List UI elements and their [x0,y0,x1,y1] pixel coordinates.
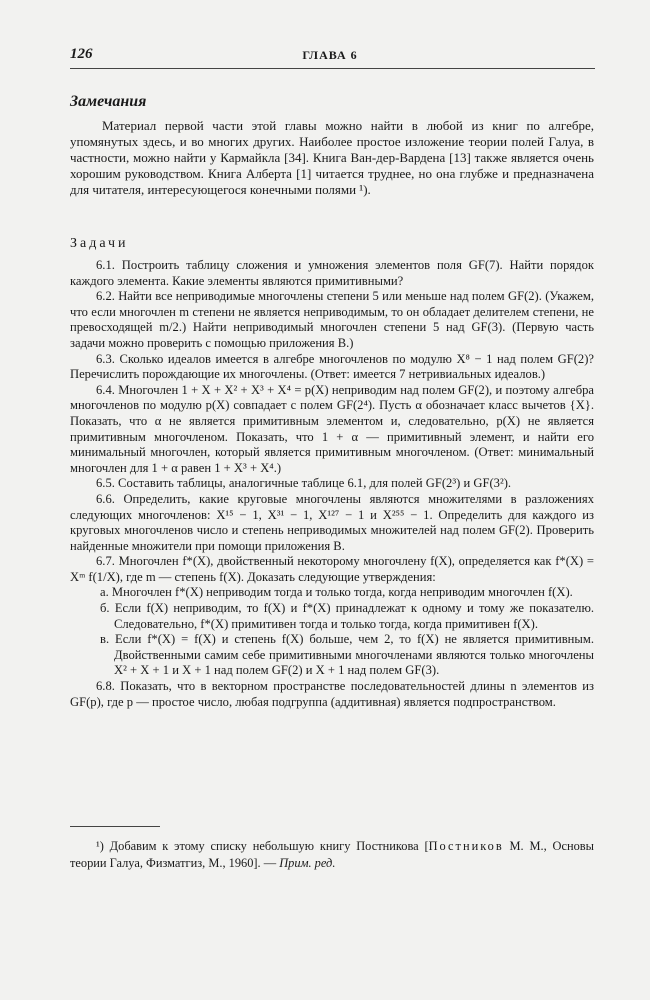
problem-6-4: 6.4. Многочлен 1 + X + X² + X³ + X⁴ = p(X) неприводим над полем GF(2), и поэтому алгебра многочленов по модулю p(X) совпадает с полем GF(2⁴). Пусть α обозначает класс вычетов {X}. Показать, что α не является примитивным элементом и, следовательно, p(X) не является примитивным многочленом. Показать, что 1 + α — примитивный элемент, и найти его минимальный многочлен, который является примитивным многочленом. (Ответ: минимальный многочлен для 1 + α равен 1 + X³ + X⁴.) [70,382,594,475]
problem-6-2: 6.2. Найти все неприводимые многочлены степени 5 или меньше над полем GF(2). (Укажем, что если многочлен m степени не является неприводимым, то он обладает делителем степени, не превосходящей m/2.) Найти неприводимый многочлен степени 5 над GF(3). (Первую часть задачи можно проверить с помощью приложения В.) [70,289,594,350]
footnote-rule [70,826,160,827]
running-header [70,46,590,66]
problem-6-7: 6.7. Многочлен f*(X), двойственный некоторому многочлену f(X), определяется как f*(X) = Xᵐ f(1/X), где m — степень f(X). Доказать следующие утверждения: [70,554,594,584]
footnote-citation: М. М., Основы теории Галуа, Физматгиз, М., 1960]. — [70,839,594,870]
footnote-editor-note: Прим. ред. [279,856,336,870]
problem-6-3: 6.3. Сколько идеалов имеется в алгебре многочленов по модулю X⁸ − 1 над полем GF(2)? Перечислить порождающие их многочлены. (Ответ: имеется 7 нетривиальных идеалов.) [70,351,594,382]
page-number: 126 [70,46,93,62]
remarks-heading: Замечания [70,93,147,110]
problem-6-7-b: б. Если f(X) неприводим, то f(X) и f*(X) принадлежат к одному и тому же показателю. Следовательно, f*(X) примитивен тогда и только тогда, когда примитивен f(X). [100,601,594,631]
footnote-spaced-reference: Постников [428,839,504,853]
problem-6-6: 6.6. Определить, какие круговые многочлены являются множителями в разложениях следующих многочленов: X¹⁵ − 1, X³¹ − 1, X¹²⁷ − 1 и X²⁵⁵ − 1. Определить для каждого из круговых многочленов число и степень неприводимых множителей над полем GF(2). Проверить найденные множители при помощи приложения В. [70,491,594,553]
footnote [70,838,594,872]
remarks-paragraph: Материал первой части этой главы можно найти в любой из книг по алгебре, упомянутых здесь, и во многих других. Наиболее простое изложение теории полей Галуа, в частности, можно найти у Кармайкла [34]. Книга Ван-дер-Вардена [13] также является очень хорошим руководством. Книга Алберта [1] читается труднее, но она глубже и предназначена для читателя, интересующегося конечными полями ¹). [70,118,594,197]
header-rule [70,68,595,69]
problem-6-7-c: в. Если f*(X) = f(X) и степень f(X) больше, чем 2, то f(X) не является примитивным. Двойственными самим себе примитивными многочленами являются только многочлены X² + X + 1 и X + 1 над полем GF(2) и X + 1 над полем GF(3). [100,632,594,678]
problems-heading: Задачи [70,236,129,251]
problem-6-5: 6.5. Составить таблицы, аналогичные таблице 6.1, для полей GF(2³) и GF(3²). [96,476,512,491]
footnote-main-text: ¹) Добавим к этому списку небольшую книгу Постникова [ [96,839,429,853]
problem-6-1: 6.1. Построить таблицу сложения и умножения элементов поля GF(7). Найти порядок каждого элемента. Какие элементы являются примитивными? [70,258,594,288]
problem-6-8: 6.8. Показать, что в векторном пространстве последовательностей длины n элементов из GF(p), где p — простое число, любая подгруппа (аддитивная) является подпространством. [70,679,594,709]
chapter-title: ГЛАВА 6 [302,48,358,62]
problem-6-7-a: а. Многочлен f*(X) неприводим тогда и только тогда, когда неприводим многочлен f(X). [100,585,573,600]
problems-list [70,258,594,710]
